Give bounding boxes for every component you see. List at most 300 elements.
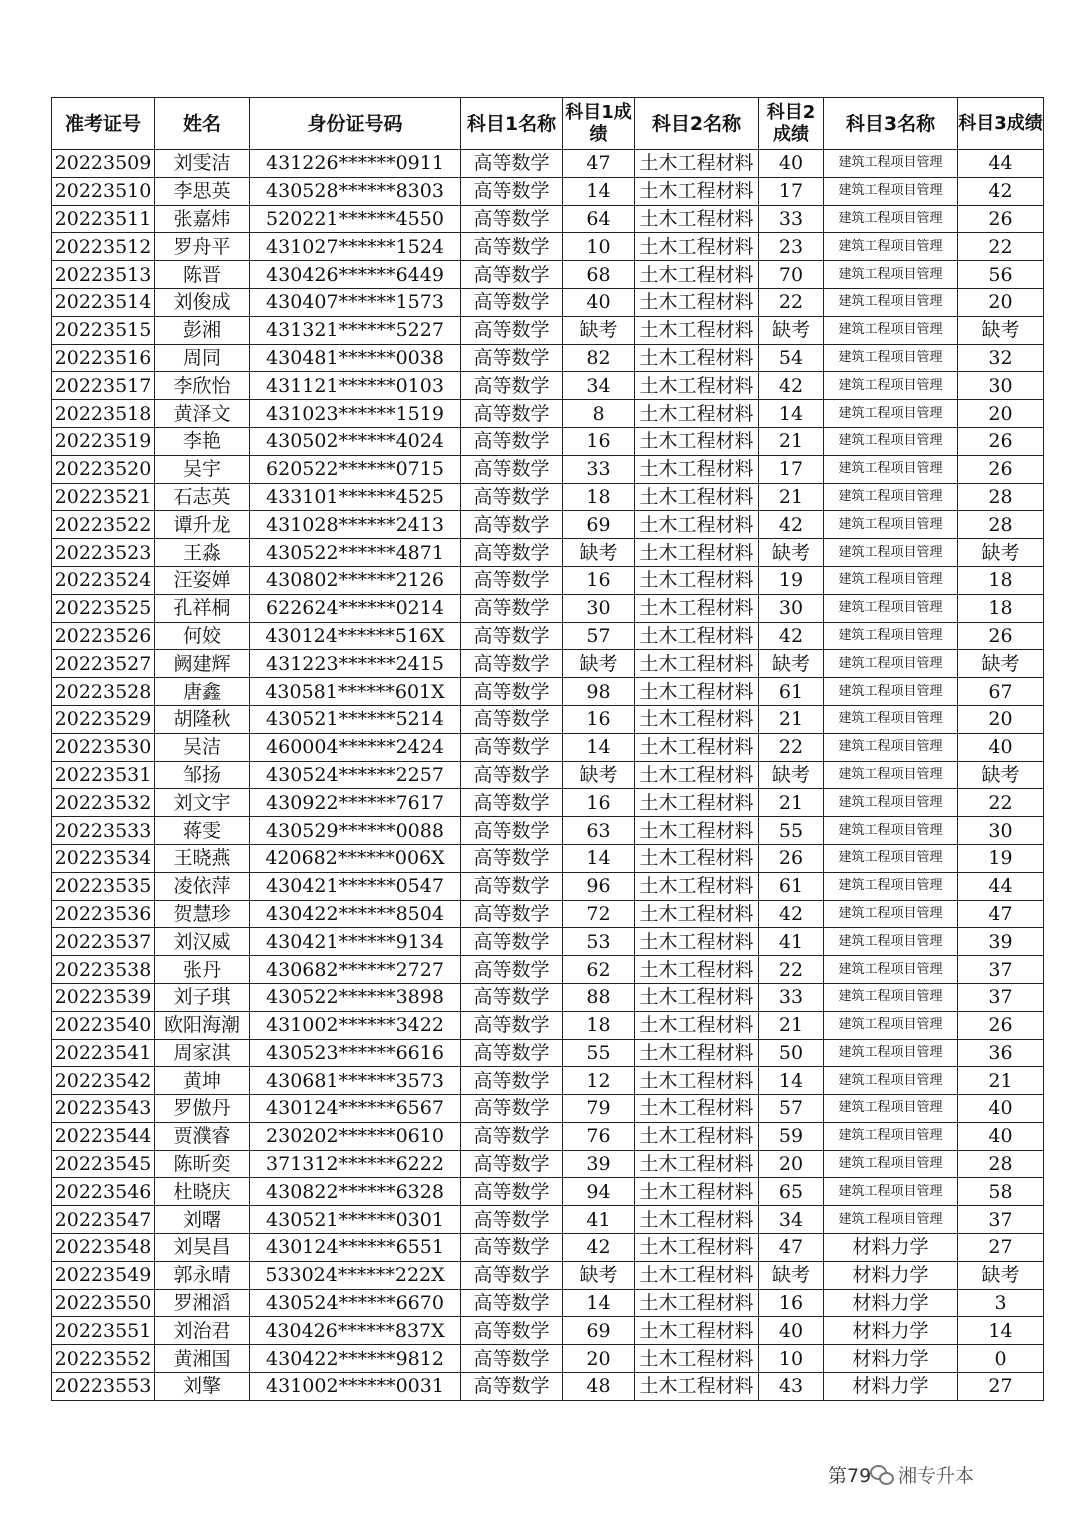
table-row [52, 594, 1044, 622]
subject1-score-cell: 20 [563, 1345, 635, 1373]
subject1-name-cell: 高等数学 [461, 1317, 563, 1345]
name-cell: 彭湘 [155, 316, 250, 344]
table-row [52, 1206, 1044, 1234]
subject3-name-cell: 建筑工程项目管理 [824, 205, 958, 233]
name-cell: 黄湘国 [155, 1345, 250, 1373]
table-row [52, 455, 1044, 483]
subject1-score-cell: 39 [563, 1150, 635, 1178]
table-row [52, 622, 1044, 650]
subject1-name-cell: 高等数学 [461, 817, 563, 845]
exam-id-cell: 20223515 [52, 316, 155, 344]
subject2-score-cell: 16 [759, 1289, 824, 1317]
subject2-score-cell: 21 [759, 1011, 824, 1039]
subject2-score-cell: 54 [759, 344, 824, 372]
table-row [52, 372, 1044, 400]
subject3-score-cell: 3 [958, 1289, 1044, 1317]
id-number-cell: 430124******6567 [250, 1095, 461, 1123]
table-row [52, 1317, 1044, 1345]
subject3-name-cell: 建筑工程项目管理 [824, 344, 958, 372]
exam-id-cell: 20223519 [52, 427, 155, 455]
subject2-name-cell: 土木工程材料 [635, 1039, 759, 1067]
subject2-score-cell: 22 [759, 288, 824, 316]
subject3-name-cell: 建筑工程项目管理 [824, 177, 958, 205]
subject3-score-cell: 37 [958, 983, 1044, 1011]
subject1-score-cell: 41 [563, 1206, 635, 1234]
subject2-name-cell: 土木工程材料 [635, 205, 759, 233]
id-number-cell: 430521******5214 [250, 705, 461, 733]
subject1-score-cell: 69 [563, 1317, 635, 1345]
exam-id-cell: 20223536 [52, 900, 155, 928]
id-number-cell: 430523******6616 [250, 1039, 461, 1067]
subject1-score-cell: 33 [563, 455, 635, 483]
exam-id-cell: 20223525 [52, 594, 155, 622]
id-number-cell: 430682******2727 [250, 956, 461, 984]
id-number-cell: 431002******0031 [250, 1373, 461, 1401]
subject1-name-cell: 高等数学 [461, 678, 563, 706]
id-number-cell: 371312******6222 [250, 1150, 461, 1178]
table-row [52, 1234, 1044, 1262]
subject3-score-cell: 32 [958, 344, 1044, 372]
subject3-score-cell: 37 [958, 1206, 1044, 1234]
exam-id-cell: 20223551 [52, 1317, 155, 1345]
subject3-name-cell: 建筑工程项目管理 [824, 900, 958, 928]
id-number-cell: 430922******7617 [250, 789, 461, 817]
name-cell: 吴宇 [155, 455, 250, 483]
subject1-name-cell: 高等数学 [461, 1039, 563, 1067]
subject1-name-cell: 高等数学 [461, 1122, 563, 1150]
subject1-name-cell: 高等数学 [461, 233, 563, 261]
subject2-score-cell: 59 [759, 1122, 824, 1150]
id-number-cell: 430481******0038 [250, 344, 461, 372]
subject3-score-cell: 20 [958, 288, 1044, 316]
column-header: 科目3名称 [824, 98, 958, 150]
name-cell: 石志英 [155, 483, 250, 511]
exam-id-cell: 20223535 [52, 872, 155, 900]
subject3-score-cell: 47 [958, 900, 1044, 928]
exam-id-cell: 20223516 [52, 344, 155, 372]
table-body [52, 150, 1044, 1401]
subject3-name-cell: 建筑工程项目管理 [824, 400, 958, 428]
subject3-name-cell: 建筑工程项目管理 [824, 427, 958, 455]
subject2-name-cell: 土木工程材料 [635, 761, 759, 789]
exam-id-cell: 20223545 [52, 1150, 155, 1178]
id-number-cell: 430421******9134 [250, 928, 461, 956]
name-cell: 刘昊昌 [155, 1234, 250, 1262]
subject2-name-cell: 土木工程材料 [635, 983, 759, 1011]
name-cell: 罗舟平 [155, 233, 250, 261]
subject1-score-cell: 72 [563, 900, 635, 928]
subject1-score-cell: 14 [563, 733, 635, 761]
subject2-score-cell: 19 [759, 566, 824, 594]
subject1-name-cell: 高等数学 [461, 372, 563, 400]
name-cell: 王淼 [155, 539, 250, 567]
column-header: 准考证号 [52, 98, 155, 150]
id-number-cell: 433101******4525 [250, 483, 461, 511]
name-cell: 唐鑫 [155, 678, 250, 706]
subject2-score-cell: 21 [759, 483, 824, 511]
subject2-score-cell: 22 [759, 733, 824, 761]
subject3-name-cell: 建筑工程项目管理 [824, 1206, 958, 1234]
subject3-name-cell: 建筑工程项目管理 [824, 566, 958, 594]
subject3-name-cell: 建筑工程项目管理 [824, 1011, 958, 1039]
id-number-cell: 430529******0088 [250, 817, 461, 845]
subject2-name-cell: 土木工程材料 [635, 455, 759, 483]
watermark [870, 1461, 974, 1488]
id-number-cell: 430124******516X [250, 622, 461, 650]
subject3-score-cell: 14 [958, 1317, 1044, 1345]
subject3-name-cell: 建筑工程项目管理 [824, 678, 958, 706]
subject2-name-cell: 土木工程材料 [635, 1122, 759, 1150]
subject1-score-cell: 缺考 [563, 1261, 635, 1289]
table-row [52, 650, 1044, 678]
subject1-name-cell: 高等数学 [461, 789, 563, 817]
subject1-score-cell: 62 [563, 956, 635, 984]
subject3-score-cell: 37 [958, 956, 1044, 984]
name-cell: 刘雯洁 [155, 150, 250, 178]
table-row [52, 150, 1044, 178]
id-number-cell: 533024******222X [250, 1261, 461, 1289]
name-cell: 黄坤 [155, 1067, 250, 1095]
subject2-score-cell: 70 [759, 261, 824, 289]
subject2-name-cell: 土木工程材料 [635, 1178, 759, 1206]
exam-id-cell: 20223524 [52, 566, 155, 594]
subject3-name-cell: 建筑工程项目管理 [824, 650, 958, 678]
subject3-name-cell: 材料力学 [824, 1373, 958, 1401]
subject2-name-cell: 土木工程材料 [635, 1345, 759, 1373]
subject3-score-cell: 缺考 [958, 761, 1044, 789]
subject3-score-cell: 20 [958, 705, 1044, 733]
table-row [52, 761, 1044, 789]
subject1-score-cell: 16 [563, 566, 635, 594]
subject3-score-cell: 58 [958, 1178, 1044, 1206]
subject3-name-cell: 建筑工程项目管理 [824, 844, 958, 872]
table-row [52, 705, 1044, 733]
subject1-name-cell: 高等数学 [461, 483, 563, 511]
exam-id-cell: 20223523 [52, 539, 155, 567]
subject2-score-cell: 43 [759, 1373, 824, 1401]
name-cell: 刘文宇 [155, 789, 250, 817]
subject1-name-cell: 高等数学 [461, 872, 563, 900]
subject2-score-cell: 61 [759, 678, 824, 706]
table-row [52, 427, 1044, 455]
subject1-name-cell: 高等数学 [461, 427, 563, 455]
subject2-score-cell: 41 [759, 928, 824, 956]
subject2-name-cell: 土木工程材料 [635, 511, 759, 539]
subject3-score-cell: 28 [958, 483, 1044, 511]
table-row [52, 1289, 1044, 1317]
subject1-score-cell: 57 [563, 622, 635, 650]
subject3-score-cell: 19 [958, 844, 1044, 872]
column-header: 科目1成绩 [563, 98, 635, 150]
table-row [52, 983, 1044, 1011]
subject3-name-cell: 建筑工程项目管理 [824, 622, 958, 650]
subject2-name-cell: 土木工程材料 [635, 1373, 759, 1401]
subject1-name-cell: 高等数学 [461, 900, 563, 928]
subject2-score-cell: 缺考 [759, 539, 824, 567]
subject1-score-cell: 69 [563, 511, 635, 539]
exam-id-cell: 20223547 [52, 1206, 155, 1234]
table-row [52, 1261, 1044, 1289]
table-row [52, 511, 1044, 539]
subject2-score-cell: 26 [759, 844, 824, 872]
subject1-score-cell: 48 [563, 1373, 635, 1401]
subject2-name-cell: 土木工程材料 [635, 233, 759, 261]
subject2-name-cell: 土木工程材料 [635, 789, 759, 817]
exam-id-cell: 20223550 [52, 1289, 155, 1317]
subject1-name-cell: 高等数学 [461, 205, 563, 233]
subject1-name-cell: 高等数学 [461, 844, 563, 872]
id-number-cell: 430426******837X [250, 1317, 461, 1345]
subject2-score-cell: 42 [759, 622, 824, 650]
subject3-name-cell: 建筑工程项目管理 [824, 1150, 958, 1178]
exam-id-cell: 20223520 [52, 455, 155, 483]
id-number-cell: 622624******0214 [250, 594, 461, 622]
subject1-name-cell: 高等数学 [461, 650, 563, 678]
subject3-name-cell: 建筑工程项目管理 [824, 928, 958, 956]
subject1-name-cell: 高等数学 [461, 1345, 563, 1373]
subject1-score-cell: 14 [563, 844, 635, 872]
subject1-name-cell: 高等数学 [461, 1234, 563, 1262]
id-number-cell: 420682******006X [250, 844, 461, 872]
exam-id-cell: 20223518 [52, 400, 155, 428]
exam-id-cell: 20223513 [52, 261, 155, 289]
wechat-icon [870, 1465, 894, 1485]
subject1-name-cell: 高等数学 [461, 594, 563, 622]
subject1-score-cell: 55 [563, 1039, 635, 1067]
exam-id-cell: 20223549 [52, 1261, 155, 1289]
subject3-score-cell: 28 [958, 1150, 1044, 1178]
exam-id-cell: 20223537 [52, 928, 155, 956]
subject3-name-cell: 建筑工程项目管理 [824, 789, 958, 817]
subject3-score-cell: 22 [958, 233, 1044, 261]
name-cell: 李思英 [155, 177, 250, 205]
id-number-cell: 430124******6551 [250, 1234, 461, 1262]
subject3-score-cell: 67 [958, 678, 1044, 706]
subject2-name-cell: 土木工程材料 [635, 928, 759, 956]
subject1-score-cell: 18 [563, 1011, 635, 1039]
subject3-name-cell: 建筑工程项目管理 [824, 1039, 958, 1067]
subject2-score-cell: 22 [759, 956, 824, 984]
subject3-score-cell: 22 [958, 789, 1044, 817]
table-row [52, 177, 1044, 205]
name-cell: 黄泽文 [155, 400, 250, 428]
name-cell: 罗湘滔 [155, 1289, 250, 1317]
subject3-score-cell: 36 [958, 1039, 1044, 1067]
subject1-score-cell: 63 [563, 817, 635, 845]
subject1-name-cell: 高等数学 [461, 316, 563, 344]
subject1-name-cell: 高等数学 [461, 1150, 563, 1178]
subject3-score-cell: 缺考 [958, 539, 1044, 567]
exam-id-cell: 20223552 [52, 1345, 155, 1373]
subject1-score-cell: 98 [563, 678, 635, 706]
table-row [52, 288, 1044, 316]
subject1-score-cell: 14 [563, 177, 635, 205]
subject3-score-cell: 30 [958, 817, 1044, 845]
exam-id-cell: 20223553 [52, 1373, 155, 1401]
name-cell: 李艳 [155, 427, 250, 455]
subject2-score-cell: 缺考 [759, 1261, 824, 1289]
id-number-cell: 430502******4024 [250, 427, 461, 455]
table-row [52, 483, 1044, 511]
subject3-name-cell: 建筑工程项目管理 [824, 1122, 958, 1150]
subject1-score-cell: 8 [563, 400, 635, 428]
subject1-name-cell: 高等数学 [461, 622, 563, 650]
subject3-name-cell: 建筑工程项目管理 [824, 150, 958, 178]
subject1-score-cell: 79 [563, 1095, 635, 1123]
subject1-score-cell: 18 [563, 483, 635, 511]
name-cell: 周同 [155, 344, 250, 372]
subject2-score-cell: 14 [759, 1067, 824, 1095]
subject1-name-cell: 高等数学 [461, 705, 563, 733]
exam-id-cell: 20223541 [52, 1039, 155, 1067]
exam-id-cell: 20223543 [52, 1095, 155, 1123]
subject2-name-cell: 土木工程材料 [635, 1289, 759, 1317]
subject2-name-cell: 土木工程材料 [635, 400, 759, 428]
table-row [52, 1039, 1044, 1067]
table-row [52, 539, 1044, 567]
name-cell: 邹扬 [155, 761, 250, 789]
subject2-name-cell: 土木工程材料 [635, 844, 759, 872]
subject1-score-cell: 64 [563, 205, 635, 233]
table-row [52, 1011, 1044, 1039]
subject1-score-cell: 94 [563, 1178, 635, 1206]
table-row [52, 205, 1044, 233]
subject2-score-cell: 55 [759, 817, 824, 845]
subject3-score-cell: 缺考 [958, 316, 1044, 344]
subject1-name-cell: 高等数学 [461, 733, 563, 761]
subject3-name-cell: 建筑工程项目管理 [824, 1178, 958, 1206]
name-cell: 何姣 [155, 622, 250, 650]
name-cell: 罗傲丹 [155, 1095, 250, 1123]
name-cell: 李欣怡 [155, 372, 250, 400]
subject2-name-cell: 土木工程材料 [635, 1317, 759, 1345]
subject3-name-cell: 材料力学 [824, 1234, 958, 1262]
subject3-name-cell: 建筑工程项目管理 [824, 956, 958, 984]
id-number-cell: 430407******1573 [250, 288, 461, 316]
id-number-cell: 431223******2415 [250, 650, 461, 678]
subject2-score-cell: 57 [759, 1095, 824, 1123]
id-number-cell: 430422******8504 [250, 900, 461, 928]
subject2-name-cell: 土木工程材料 [635, 539, 759, 567]
exam-id-cell: 20223538 [52, 956, 155, 984]
exam-id-cell: 20223512 [52, 233, 155, 261]
name-cell: 刘擎 [155, 1373, 250, 1401]
subject1-name-cell: 高等数学 [461, 1373, 563, 1401]
table-row [52, 1095, 1044, 1123]
id-number-cell: 430521******0301 [250, 1206, 461, 1234]
id-number-cell: 431226******0911 [250, 150, 461, 178]
id-number-cell: 230202******0610 [250, 1122, 461, 1150]
subject3-score-cell: 44 [958, 150, 1044, 178]
id-number-cell: 430681******3573 [250, 1067, 461, 1095]
name-cell: 胡隆秋 [155, 705, 250, 733]
table-row [52, 928, 1044, 956]
subject1-name-cell: 高等数学 [461, 1261, 563, 1289]
subject3-name-cell: 材料力学 [824, 1261, 958, 1289]
table-row [52, 233, 1044, 261]
subject1-name-cell: 高等数学 [461, 928, 563, 956]
subject2-score-cell: 缺考 [759, 316, 824, 344]
subject3-name-cell: 材料力学 [824, 1289, 958, 1317]
exam-id-cell: 20223533 [52, 817, 155, 845]
column-header: 科目2成绩 [759, 98, 824, 150]
id-number-cell: 430426******6449 [250, 261, 461, 289]
subject2-name-cell: 土木工程材料 [635, 872, 759, 900]
subject2-score-cell: 21 [759, 427, 824, 455]
subject2-name-cell: 土木工程材料 [635, 1011, 759, 1039]
subject2-name-cell: 土木工程材料 [635, 1234, 759, 1262]
subject3-score-cell: 27 [958, 1234, 1044, 1262]
subject3-score-cell: 26 [958, 455, 1044, 483]
subject1-name-cell: 高等数学 [461, 177, 563, 205]
subject3-name-cell: 建筑工程项目管理 [824, 817, 958, 845]
subject2-name-cell: 土木工程材料 [635, 150, 759, 178]
table-row [52, 844, 1044, 872]
name-cell: 吴洁 [155, 733, 250, 761]
subject2-name-cell: 土木工程材料 [635, 622, 759, 650]
subject3-name-cell: 建筑工程项目管理 [824, 483, 958, 511]
subject3-name-cell: 建筑工程项目管理 [824, 539, 958, 567]
subject3-score-cell: 26 [958, 205, 1044, 233]
table-row [52, 817, 1044, 845]
exam-id-cell: 20223539 [52, 983, 155, 1011]
id-number-cell: 430524******2257 [250, 761, 461, 789]
id-number-cell: 430581******601X [250, 678, 461, 706]
exam-id-cell: 20223540 [52, 1011, 155, 1039]
subject3-score-cell: 26 [958, 1011, 1044, 1039]
table-row [52, 1373, 1044, 1401]
subject1-name-cell: 高等数学 [461, 539, 563, 567]
id-number-cell: 430422******9812 [250, 1345, 461, 1373]
id-number-cell: 430528******8303 [250, 177, 461, 205]
subject3-name-cell: 建筑工程项目管理 [824, 1095, 958, 1123]
id-number-cell: 520221******4550 [250, 205, 461, 233]
exam-id-cell: 20223527 [52, 650, 155, 678]
subject2-name-cell: 土木工程材料 [635, 483, 759, 511]
subject1-name-cell: 高等数学 [461, 150, 563, 178]
exam-id-cell: 20223530 [52, 733, 155, 761]
subject1-name-cell: 高等数学 [461, 761, 563, 789]
subject2-score-cell: 65 [759, 1178, 824, 1206]
subject1-name-cell: 高等数学 [461, 511, 563, 539]
table-row [52, 316, 1044, 344]
id-number-cell: 431023******1519 [250, 400, 461, 428]
subject1-score-cell: 16 [563, 789, 635, 817]
subject1-name-cell: 高等数学 [461, 1206, 563, 1234]
subject2-score-cell: 23 [759, 233, 824, 261]
table-row [52, 1178, 1044, 1206]
subject2-name-cell: 土木工程材料 [635, 1095, 759, 1123]
subject1-name-cell: 高等数学 [461, 455, 563, 483]
subject1-score-cell: 40 [563, 288, 635, 316]
subject3-score-cell: 0 [958, 1345, 1044, 1373]
name-cell: 刘子琪 [155, 983, 250, 1011]
subject2-score-cell: 50 [759, 1039, 824, 1067]
exam-id-cell: 20223546 [52, 1178, 155, 1206]
subject2-score-cell: 61 [759, 872, 824, 900]
subject3-score-cell: 44 [958, 872, 1044, 900]
name-cell: 孔祥桐 [155, 594, 250, 622]
table-row [52, 1067, 1044, 1095]
subject3-name-cell: 建筑工程项目管理 [824, 233, 958, 261]
id-number-cell: 620522******0715 [250, 455, 461, 483]
exam-id-cell: 20223522 [52, 511, 155, 539]
name-cell: 陈晋 [155, 261, 250, 289]
id-number-cell: 431121******0103 [250, 372, 461, 400]
subject3-score-cell: 18 [958, 566, 1044, 594]
subject2-name-cell: 土木工程材料 [635, 427, 759, 455]
subject1-score-cell: 53 [563, 928, 635, 956]
